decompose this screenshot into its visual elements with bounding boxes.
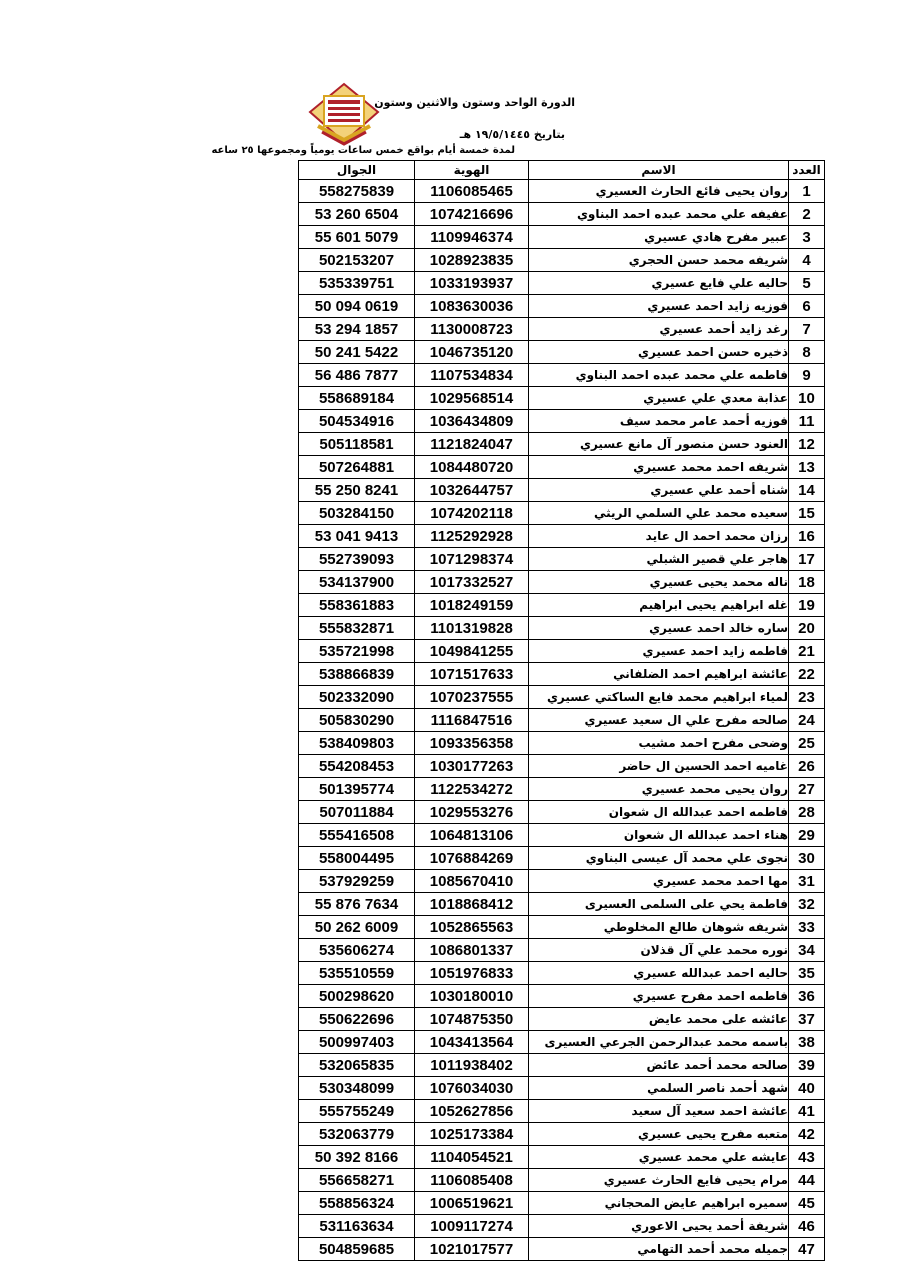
row-phone: 55 876 7634 [299,893,415,916]
row-number: 30 [789,847,825,870]
table-row [299,318,825,341]
row-name: فاطمه زايد احمد عسيري [529,640,789,663]
row-id: 1083630036 [415,295,529,318]
row-name: شناه أحمد علي عسيري [529,479,789,502]
row-number: 4 [789,249,825,272]
row-phone: 505118581 [299,433,415,456]
table-row [299,571,825,594]
row-phone: 502332090 [299,686,415,709]
row-phone: 558361883 [299,594,415,617]
row-name: فاطمه احمد عبدالله ال شعوان [529,801,789,824]
table-row [299,1238,825,1261]
table-row [299,732,825,755]
row-id: 1074875350 [415,1008,529,1031]
row-number: 10 [789,387,825,410]
table-row [299,1123,825,1146]
document-title: الدورة الواحد وستون والاثنين وستون [374,96,575,109]
participants-table [298,160,825,1261]
row-number: 32 [789,893,825,916]
row-name: فوزيه أحمد عامر محمد سيف [529,410,789,433]
row-phone: 558004495 [299,847,415,870]
row-id: 1130008723 [415,318,529,341]
row-id: 1085670410 [415,870,529,893]
table-row [299,893,825,916]
row-name: صالحه مفرح علي ال سعيد عسيري [529,709,789,732]
row-phone: 555755249 [299,1100,415,1123]
table-row [299,847,825,870]
row-phone: 550622696 [299,1008,415,1031]
row-number: 47 [789,1238,825,1261]
row-id: 1106085465 [415,180,529,203]
row-phone: 555832871 [299,617,415,640]
row-name: شريفه احمد محمد عسيري [529,456,789,479]
row-name: نجوى علي محمد آل عيسى البناوي [529,847,789,870]
row-name: هاجر علي قصير الشبلي [529,548,789,571]
row-number: 13 [789,456,825,479]
row-id: 1074216696 [415,203,529,226]
row-id: 1107534834 [415,364,529,387]
row-number: 3 [789,226,825,249]
table-row [299,1008,825,1031]
table-row [299,617,825,640]
table-row [299,801,825,824]
row-id: 1032644757 [415,479,529,502]
row-phone: 53 294 1857 [299,318,415,341]
row-phone: 537929259 [299,870,415,893]
row-name: عائشة ابراهيم احمد الضلفاني [529,663,789,686]
row-number: 11 [789,410,825,433]
row-name: مرام يحيى فايع الحارث عسيري [529,1169,789,1192]
row-id: 1049841255 [415,640,529,663]
column-header-id: الهوية [415,161,529,180]
row-number: 17 [789,548,825,571]
row-number: 34 [789,939,825,962]
row-id: 1029568514 [415,387,529,410]
row-name: باسمه محمد عبدالرحمن الجرعي العسيرى [529,1031,789,1054]
row-number: 44 [789,1169,825,1192]
table-row [299,985,825,1008]
document-date: بتاريخ ١٩/٥/١٤٤٥ هـ [459,128,565,141]
row-phone: 555416508 [299,824,415,847]
row-name: نوره محمد علي آل قذلان [529,939,789,962]
row-phone: 535606274 [299,939,415,962]
table-row [299,778,825,801]
row-id: 1046735120 [415,341,529,364]
row-number: 22 [789,663,825,686]
row-id: 1104054521 [415,1146,529,1169]
row-name: لمياء ابراهيم محمد فايع الساكتي عسيري [529,686,789,709]
row-phone: 535721998 [299,640,415,663]
row-name: فوزيه زايد احمد عسيري [529,295,789,318]
row-number: 19 [789,594,825,617]
row-phone: 56 486 7877 [299,364,415,387]
row-number: 43 [789,1146,825,1169]
row-id: 1052627856 [415,1100,529,1123]
row-name: ناله محمد يحيى عسيري [529,571,789,594]
table-row [299,1146,825,1169]
row-name: فاطمة يحي على السلمى العسيرى [529,893,789,916]
table-row [299,364,825,387]
table-row [299,548,825,571]
row-phone: 55 601 5079 [299,226,415,249]
row-id: 1033193937 [415,272,529,295]
row-phone: 50 094 0619 [299,295,415,318]
table-row [299,341,825,364]
table-row [299,1169,825,1192]
table-row [299,939,825,962]
organization-logo-icon [308,82,380,146]
row-number: 18 [789,571,825,594]
row-phone: 501395774 [299,778,415,801]
row-name: ساره خالد احمد عسيري [529,617,789,640]
table-row [299,433,825,456]
row-phone: 558689184 [299,387,415,410]
row-id: 1021017577 [415,1238,529,1261]
row-phone: 507011884 [299,801,415,824]
table-row [299,1100,825,1123]
row-phone: 532065835 [299,1054,415,1077]
row-id: 1009117274 [415,1215,529,1238]
row-number: 15 [789,502,825,525]
row-name: سميره ابراهيم عايض المحجاني [529,1192,789,1215]
row-number: 23 [789,686,825,709]
column-header-num: العدد [789,161,825,180]
row-phone: 504534916 [299,410,415,433]
table-row [299,870,825,893]
table-row [299,755,825,778]
row-id: 1052865563 [415,916,529,939]
row-number: 45 [789,1192,825,1215]
row-number: 36 [789,985,825,1008]
row-name: فاطمه احمد مفرح عسيري [529,985,789,1008]
row-phone: 504859685 [299,1238,415,1261]
row-phone: 50 262 6009 [299,916,415,939]
row-number: 24 [789,709,825,732]
row-name: شريفة أحمد يحيى الاعوري [529,1215,789,1238]
row-number: 27 [789,778,825,801]
row-id: 1086801337 [415,939,529,962]
row-phone: 50 241 5422 [299,341,415,364]
row-name: وضحى مفرح احمد مشيب [529,732,789,755]
row-name: فاطمه علي محمد عبده احمد البناوي [529,364,789,387]
row-name: غله ابراهيم يحيى ابراهيم [529,594,789,617]
table-row [299,249,825,272]
table-row [299,663,825,686]
row-name: رغد زايد أحمد عسيري [529,318,789,341]
table-row [299,525,825,548]
row-id: 1051976833 [415,962,529,985]
row-number: 2 [789,203,825,226]
table-row [299,295,825,318]
row-number: 12 [789,433,825,456]
row-phone: 535510559 [299,962,415,985]
table-row [299,1077,825,1100]
row-name: متعبه مفرح يحيى عسيري [529,1123,789,1146]
table-row [299,686,825,709]
table-row [299,456,825,479]
row-id: 1106085408 [415,1169,529,1192]
row-phone: 53 260 6504 [299,203,415,226]
row-number: 20 [789,617,825,640]
row-name: ذخيره حسن احمد عسيري [529,341,789,364]
row-id: 1076884269 [415,847,529,870]
row-number: 28 [789,801,825,824]
row-phone: 500298620 [299,985,415,1008]
table-row [299,640,825,663]
row-number: 35 [789,962,825,985]
row-id: 1122534272 [415,778,529,801]
row-name: العنود حسن منصور آل مانع عسيري [529,433,789,456]
row-phone: 538866839 [299,663,415,686]
row-name: صالحه محمد أحمد عائض [529,1054,789,1077]
row-phone: 50 392 8166 [299,1146,415,1169]
row-phone: 53 041 9413 [299,525,415,548]
row-phone: 55 250 8241 [299,479,415,502]
table-row [299,203,825,226]
row-number: 42 [789,1123,825,1146]
row-number: 21 [789,640,825,663]
table-row [299,1215,825,1238]
row-id: 1028923835 [415,249,529,272]
row-id: 1101319828 [415,617,529,640]
row-name: عايشه علي محمد عسيري [529,1146,789,1169]
row-name: روان يحيى محمد عسيري [529,778,789,801]
row-number: 6 [789,295,825,318]
row-phone: 532063779 [299,1123,415,1146]
row-number: 29 [789,824,825,847]
row-number: 9 [789,364,825,387]
row-id: 1006519621 [415,1192,529,1215]
row-name: سعيده محمد علي السلمي الريثي [529,502,789,525]
row-id: 1018249159 [415,594,529,617]
row-phone: 554208453 [299,755,415,778]
row-name: عفيفه علي محمد عبده احمد البناوي [529,203,789,226]
row-number: 14 [789,479,825,502]
column-header-phone: الجوال [299,161,415,180]
row-number: 40 [789,1077,825,1100]
row-id: 1011938402 [415,1054,529,1077]
table-row [299,410,825,433]
table-row [299,916,825,939]
row-id: 1070237555 [415,686,529,709]
table-row [299,387,825,410]
table-row [299,1054,825,1077]
row-phone: 558856324 [299,1192,415,1215]
row-phone: 538409803 [299,732,415,755]
row-number: 31 [789,870,825,893]
row-name: حاليه احمد عبدالله عسيري [529,962,789,985]
row-phone: 552739093 [299,548,415,571]
row-name: حاليه علي فايع عسيري [529,272,789,295]
row-number: 38 [789,1031,825,1054]
row-id: 1121824047 [415,433,529,456]
table-row [299,962,825,985]
row-name: عذابة معدي علي عسيري [529,387,789,410]
row-number: 25 [789,732,825,755]
table-row [299,709,825,732]
row-id: 1074202118 [415,502,529,525]
row-number: 26 [789,755,825,778]
table-row [299,479,825,502]
table-row [299,502,825,525]
table-header-row [299,161,825,180]
row-id: 1071517633 [415,663,529,686]
table-row [299,226,825,249]
row-number: 1 [789,180,825,203]
row-id: 1076034030 [415,1077,529,1100]
row-id: 1025173384 [415,1123,529,1146]
row-phone: 558275839 [299,180,415,203]
row-phone: 531163634 [299,1215,415,1238]
table-row [299,824,825,847]
table-row [299,1192,825,1215]
row-id: 1125292928 [415,525,529,548]
column-header-name: الاسم [529,161,789,180]
table-row [299,594,825,617]
row-id: 1018868412 [415,893,529,916]
row-phone: 505830290 [299,709,415,732]
table-row [299,180,825,203]
row-id: 1043413564 [415,1031,529,1054]
row-number: 39 [789,1054,825,1077]
row-id: 1030180010 [415,985,529,1008]
row-id: 1093356358 [415,732,529,755]
row-number: 7 [789,318,825,341]
row-phone: 503284150 [299,502,415,525]
row-phone: 502153207 [299,249,415,272]
row-name: روان يحيى فائع الحارث العسيري [529,180,789,203]
row-number: 33 [789,916,825,939]
row-number: 37 [789,1008,825,1031]
row-id: 1064813106 [415,824,529,847]
row-phone: 534137900 [299,571,415,594]
row-number: 8 [789,341,825,364]
row-name: عبير مفرح هادي عسيري [529,226,789,249]
row-number: 46 [789,1215,825,1238]
row-phone: 535339751 [299,272,415,295]
row-phone: 507264881 [299,456,415,479]
row-name: غاميه احمد الحسين ال حاضر [529,755,789,778]
row-phone: 530348099 [299,1077,415,1100]
row-number: 41 [789,1100,825,1123]
row-id: 1017332527 [415,571,529,594]
row-name: عائشه على محمد عايض [529,1008,789,1031]
row-phone: 556658271 [299,1169,415,1192]
table-row [299,272,825,295]
row-name: شريفه شوهان طالع المخلوطي [529,916,789,939]
row-id: 1116847516 [415,709,529,732]
table-body [299,180,825,1261]
row-phone: 500997403 [299,1031,415,1054]
row-id: 1036434809 [415,410,529,433]
row-id: 1030177263 [415,755,529,778]
row-id: 1071298374 [415,548,529,571]
row-name: عائشة احمد سعيد آل سعيد [529,1100,789,1123]
row-name: شريفه محمد حسن الحجري [529,249,789,272]
row-name: شهد أحمد ناصر السلمي [529,1077,789,1100]
row-number: 16 [789,525,825,548]
document-duration: لمدة خمسة أيام بواقع خمس ساعات يومياً ومجموعها ٢٥ ساعه [211,145,515,156]
row-name: مها احمد محمد عسيري [529,870,789,893]
row-name: جميله محمد أحمد التهامي [529,1238,789,1261]
row-id: 1109946374 [415,226,529,249]
table-row [299,1031,825,1054]
row-id: 1029553276 [415,801,529,824]
row-name: رزان محمد احمد ال عايد [529,525,789,548]
row-id: 1084480720 [415,456,529,479]
row-name: هناء احمد عبدالله ال شعوان [529,824,789,847]
row-number: 5 [789,272,825,295]
